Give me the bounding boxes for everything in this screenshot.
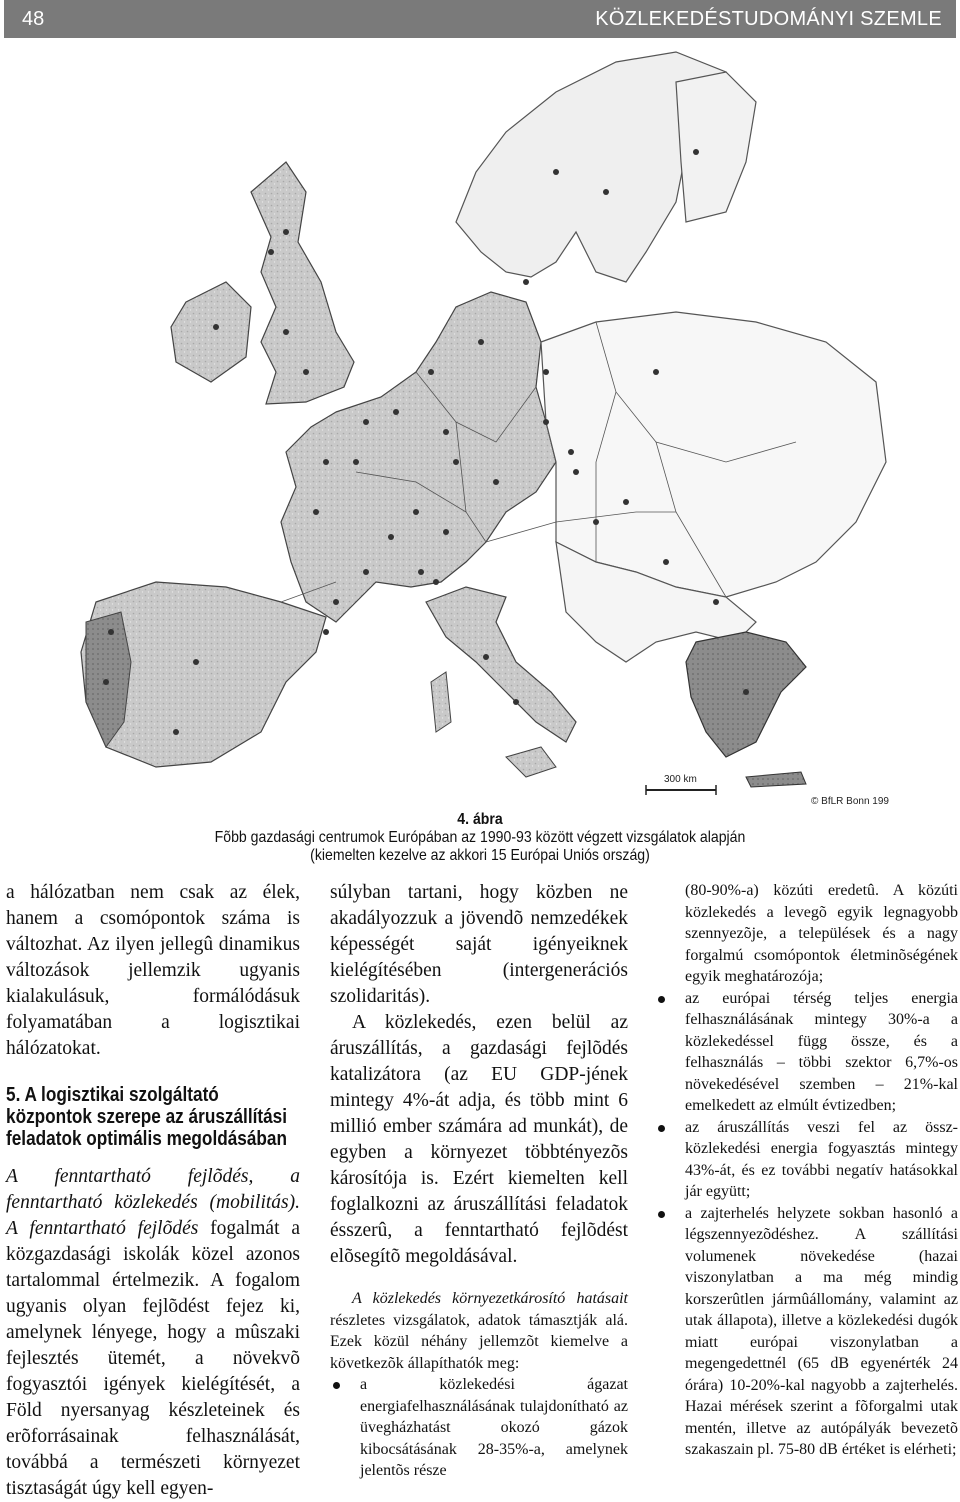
britain-land <box>251 162 354 404</box>
paragraph <box>330 1288 628 1374</box>
list-item-text: az európai térség teljes energia felhasználásának mintegy 30%-a a közlekedéssel függ össze, és a felhasználás – többi szektor 6,7%-os növekedésével szemben – 21%-kal emelkedett az elmúlt évtizedben; <box>685 989 958 1114</box>
list-item-text: a közlekedési ágazat energiafelhasználásának tulajdonítható az üvegházhatást okozó gázok kibocsátásának 28-35%-a, amelynek jelentõs része <box>360 1376 628 1479</box>
ireland-land <box>171 282 251 382</box>
paragraph-text: részletes vizsgálatok, adatok támasztják alá. Ezek közül néhány jellemzõt kiemelve a következõk állapíthatók meg: <box>330 1311 628 1372</box>
paragraph: a hálózatban nem csak az élek, hanem a csomópontok száma is változhat. Az ilyen jellegû dinamikus változások jellemzik ugyanis kialakulásuk, formálódásuk folyamatában a logisztikai hálózatokat. <box>6 882 300 1059</box>
figure-number: 4. ábra <box>457 811 503 828</box>
sardinia-land <box>431 672 451 732</box>
italic-lead: A fenntartható fejlõdés, a fenntartható közlekedés (mobilitás). A fenntartható fejlõdés <box>6 1166 300 1239</box>
column-2 <box>330 880 628 1482</box>
bullet-icon <box>658 996 665 1003</box>
figure-subtitle: (kiemelten kezelve az akkori 15 Európai Uniós ország) <box>310 847 650 864</box>
figure-title: Fõbb gazdasági centrumok Európában az 1990-93 között végzett vizsgálatok alapján <box>214 829 746 846</box>
list-item <box>330 1374 628 1482</box>
scale-label: 300 km <box>664 774 697 785</box>
page-number: 48 <box>22 8 45 30</box>
paragraph <box>6 1164 300 1502</box>
list-item-text: az áruszállítás veszi fel az össz- közlekedési energia fogyasztás mintegy 43%-át, és ez további negatív hatásokkal jár együtt; <box>685 1118 958 1200</box>
column-1 <box>6 880 300 1502</box>
map-credit: © BfLR Bonn 199 <box>811 796 889 807</box>
bullet-icon <box>658 1211 665 1218</box>
scale-bar <box>646 785 716 795</box>
section-heading: 5. A logisztikai szolgáltató központok szerepe az áruszállítási feladatok optimális megoldásában <box>6 1084 288 1150</box>
list-item <box>655 1203 958 1461</box>
list-item <box>655 988 958 1117</box>
column-3 <box>655 880 958 1461</box>
paragraph-text: fogalmát a közgazdasági iskolák közel azonos tartalommal értelmezik. A fogalom ugyanis olyan fejlõdést fejez ki, amelynek lényege, hogy a mûszaki fejlesztés ütemét, a növekvõ fogyasztói igények kielégítését, a Föld nyersanyag készleteinek és erõforrásainak felhasználását, továbbá a természeti környezet tisztaságát úgy kell egyen- <box>6 1218 300 1499</box>
finland-land <box>676 72 756 222</box>
italic-lead: A közlekedés környezetkárosító hatásait <box>352 1290 628 1307</box>
bullet-icon <box>658 1125 665 1132</box>
sicily-land <box>506 747 556 777</box>
paragraph: (80-90%-a) közúti eredetû. A közúti közlekedés a levegõ egyik legnagyobb szennyezõje, a települések és a nagy forgalmú csomópontok életminõségének egyik meghatározója; <box>685 882 958 985</box>
bullet-list <box>655 988 958 1461</box>
journal-title: KÖZLEKEDÉSTUDOMÁNYI SZEMLE <box>595 8 942 30</box>
paragraph: A közlekedés, ezen belül az áruszállítás, a gazdasági fejlõdés katalizátora (az EU GDP-jének mintegy 4%-át adja, és több mint 6 millió ember számára ad munkát), de egyben a környezet többtényezõs károsítója is. Ezért kiemelten kell foglalkozni az áruszállítási feladatok ésszerû, a fenntartható fejlõdést elõsegítõ megoldásával. <box>330 1012 628 1267</box>
eastern-europe <box>541 312 886 597</box>
bullet-list <box>330 1374 628 1482</box>
europe-map <box>36 42 924 810</box>
bullet-icon <box>333 1382 340 1389</box>
list-item <box>655 1117 958 1203</box>
paragraph: súlyban tartani, hogy közben ne akadályozzuk a jövendõ nemzedékek képességét saját igényeiknek kielégítésében (intergenerációs szolidaritás). <box>330 882 628 1007</box>
page-header <box>4 0 956 38</box>
list-item-text: a zajterhelés helyzete sokban hasonló a légszennyezõdéshez. A szállítási volumenek növekedése (hazai viszonylatban a ma még mindig korszerûtlen jármûállomány, valamint az utak állapota), illetve a közlekedési dugók miatt európai viszonylatban a megengedettnél (65 dB egyenérték 24 órára) 10-20%-kal nagyobb a zajterhelés. Hazai mérések szerint a fõforgalmi utak mentén, illetve az autópályák bevezetõ szakaszain pl. 75-80 dB értéket is elérheti; <box>685 1204 958 1458</box>
crete-land <box>746 772 806 787</box>
